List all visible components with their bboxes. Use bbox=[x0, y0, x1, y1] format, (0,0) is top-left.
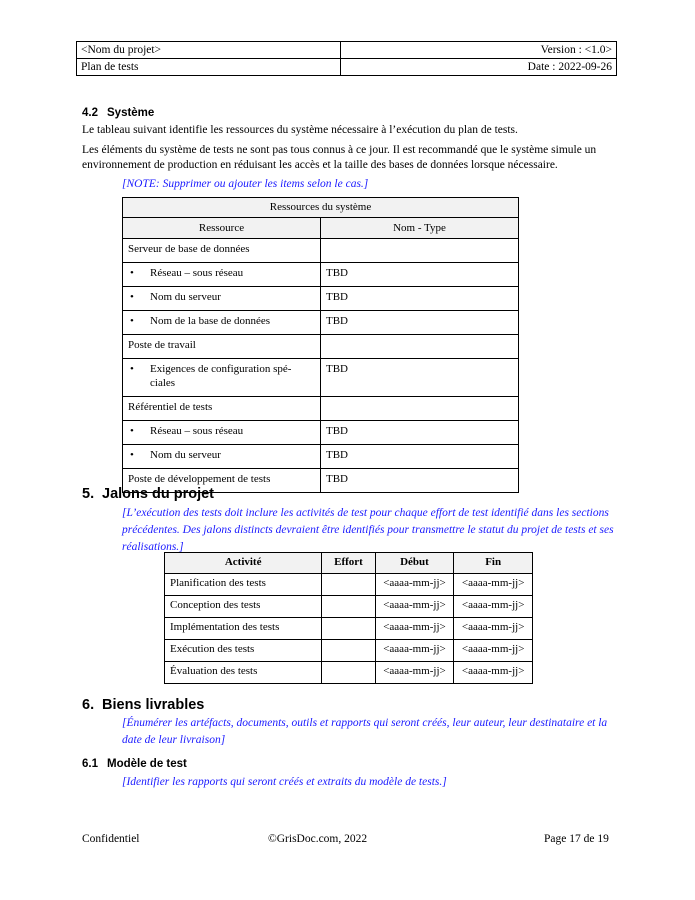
milestones-cell bbox=[322, 640, 375, 662]
heading-6-1 bbox=[82, 758, 187, 770]
milestones-cell: <aaaa-mm-jj> bbox=[454, 640, 533, 662]
milestones-cell: <aaaa-mm-jj> bbox=[375, 596, 454, 618]
note-system: [NOTE: Supprimer ou ajouter les items selon le cas.] bbox=[122, 178, 369, 190]
milestones-cell: <aaaa-mm-jj> bbox=[375, 574, 454, 596]
milestones-cell: Exécution des tests bbox=[165, 640, 322, 662]
para-system-intro: Le tableau suivant identifie les ressources du système nécessaire à l’exécution du plan de tests. bbox=[82, 124, 518, 136]
note-test-model: [Identifier les rapports qui seront créés et extraits du modèle de tests.] bbox=[122, 776, 447, 788]
header-doc-title: Plan de tests bbox=[77, 59, 341, 76]
resources-col-resource: Ressource bbox=[123, 218, 321, 239]
resources-cell-value: TBD bbox=[321, 469, 519, 493]
resources-cell-resource: Référentiel de tests bbox=[123, 397, 321, 421]
resources-row bbox=[123, 263, 519, 287]
milestones-row bbox=[165, 596, 533, 618]
bullet-icon: • bbox=[130, 425, 134, 437]
milestones-cell: Conception des tests bbox=[165, 596, 322, 618]
milestones-cell: Implémentation des tests bbox=[165, 618, 322, 640]
resources-cell-value: TBD bbox=[321, 287, 519, 311]
resources-cell-resource bbox=[123, 421, 321, 445]
note-deliverables: [Énumérer les artéfacts, documents, outils et rapports qui seront créés, leur auteur, leur destinataire et la date de leur livraison] bbox=[122, 717, 608, 746]
milestones-row bbox=[165, 618, 533, 640]
milestones-column-header: Effort bbox=[322, 553, 375, 574]
note-milestones: [L’exécution des tests doit inclure les activités de test pour chaque effort de test identifié dans les sections précédentes. Des jalons distincts devraient être identifiés pour transmettre le statut du projet de tests et ses réalisations.] bbox=[122, 507, 614, 553]
resources-row bbox=[123, 421, 519, 445]
milestones-column-header: Activité bbox=[165, 553, 322, 574]
milestones-cell: Planification des tests bbox=[165, 574, 322, 596]
resources-cell-value: TBD bbox=[321, 263, 519, 287]
bullet-icon: • bbox=[130, 291, 134, 303]
resources-cell-value: TBD bbox=[321, 421, 519, 445]
resources-row bbox=[123, 445, 519, 469]
resources-item-label: Réseau – sous réseau bbox=[150, 267, 244, 279]
milestones-header-row bbox=[165, 553, 533, 574]
resources-cell-resource: Serveur de base de données bbox=[123, 239, 321, 263]
resources-item-label: Nom de la base de données bbox=[150, 315, 271, 327]
resources-item-label: Nom du serveur bbox=[150, 291, 221, 303]
para-system-detail: Les éléments du système de tests ne sont pas tous connus à ce jour. Il est recommandé que le système simule un environnement de production en réduisant les accès et la taille des bases de données lorsque nécessaire. bbox=[82, 144, 597, 171]
footer-confidential: Confidentiel bbox=[82, 833, 140, 845]
milestones-cell: <aaaa-mm-jj> bbox=[454, 618, 533, 640]
resources-row bbox=[123, 335, 519, 359]
milestones-cell: <aaaa-mm-jj> bbox=[454, 596, 533, 618]
bullet-icon: • bbox=[130, 315, 134, 327]
milestones-cell: <aaaa-mm-jj> bbox=[375, 640, 454, 662]
resources-cell-value: TBD bbox=[321, 311, 519, 335]
header-date: Date : 2022-09-26 bbox=[340, 59, 616, 76]
resources-cell-value bbox=[321, 397, 519, 421]
milestones-cell: Évaluation des tests bbox=[165, 662, 322, 684]
resources-row bbox=[123, 287, 519, 311]
heading-6-title: Biens livrables bbox=[102, 697, 205, 713]
header-project-name: <Nom du projet> bbox=[77, 42, 341, 59]
heading-5 bbox=[82, 486, 214, 502]
resources-cell-value: TBD bbox=[321, 445, 519, 469]
resources-cell-resource bbox=[123, 263, 321, 287]
resources-table-caption: Ressources du système bbox=[123, 198, 519, 218]
milestones-cell: <aaaa-mm-jj> bbox=[454, 662, 533, 684]
milestones-column-header: Début bbox=[375, 553, 454, 574]
resources-table bbox=[122, 197, 519, 493]
resources-item-label: Réseau – sous réseau bbox=[150, 425, 244, 437]
resources-cell-resource: Poste de travail bbox=[123, 335, 321, 359]
heading-5-title: Jalons du projet bbox=[102, 486, 214, 502]
resources-item-label: Nom du serveur bbox=[150, 449, 221, 461]
bullet-icon: • bbox=[130, 449, 134, 461]
milestones-table bbox=[164, 552, 533, 684]
milestones-cell bbox=[322, 662, 375, 684]
footer-page-number: Page 17 de 19 bbox=[544, 833, 609, 845]
heading-6-number: 6. bbox=[82, 697, 95, 713]
bullet-icon: • bbox=[130, 267, 134, 279]
resources-cell-resource bbox=[123, 359, 321, 397]
heading-6 bbox=[82, 697, 204, 713]
bullet-icon: • bbox=[130, 363, 134, 375]
resources-cell-resource bbox=[123, 287, 321, 311]
page-header-table bbox=[76, 41, 617, 76]
milestones-column-header: Fin bbox=[454, 553, 533, 574]
heading-4-2-number: 4.2 bbox=[82, 107, 98, 119]
milestones-cell: <aaaa-mm-jj> bbox=[375, 662, 454, 684]
milestones-row bbox=[165, 640, 533, 662]
resources-cell-value bbox=[321, 335, 519, 359]
resources-row bbox=[123, 239, 519, 263]
heading-5-number: 5. bbox=[82, 486, 95, 502]
heading-4-2-title: Système bbox=[107, 107, 155, 119]
resources-cell-resource bbox=[123, 445, 321, 469]
milestones-row bbox=[165, 662, 533, 684]
resources-cell-resource: Poste de développement de tests bbox=[123, 469, 321, 493]
resources-row bbox=[123, 311, 519, 335]
resources-cell-value: TBD bbox=[321, 359, 519, 397]
heading-6-1-number: 6.1 bbox=[82, 758, 98, 770]
milestones-cell: <aaaa-mm-jj> bbox=[375, 618, 454, 640]
milestones-cell bbox=[322, 574, 375, 596]
footer-copyright: ©GrisDoc.com, 2022 bbox=[268, 833, 368, 845]
heading-6-1-title: Modèle de test bbox=[107, 758, 187, 770]
resources-item-label: Exigences de configuration spé-ciales bbox=[150, 363, 292, 389]
resources-row bbox=[123, 359, 519, 397]
header-version: Version : <1.0> bbox=[340, 42, 616, 59]
milestones-row bbox=[165, 574, 533, 596]
resources-col-name-type: Nom - Type bbox=[321, 218, 519, 239]
milestones-cell bbox=[322, 596, 375, 618]
resources-cell-value bbox=[321, 239, 519, 263]
milestones-cell bbox=[322, 618, 375, 640]
milestones-cell: <aaaa-mm-jj> bbox=[454, 574, 533, 596]
heading-4-2 bbox=[82, 107, 154, 119]
resources-cell-resource bbox=[123, 311, 321, 335]
resources-row bbox=[123, 397, 519, 421]
